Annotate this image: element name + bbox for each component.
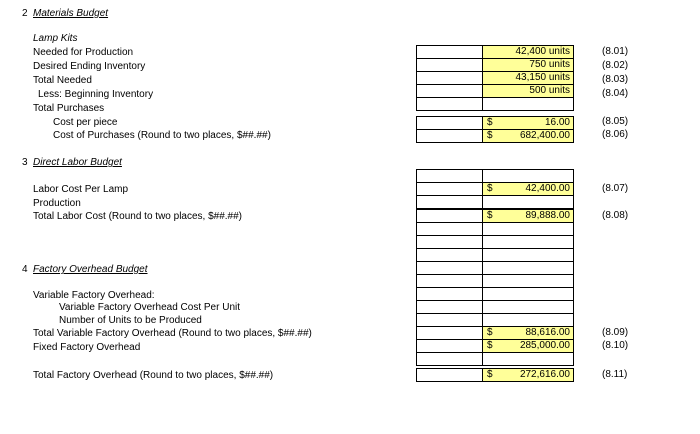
desired-ending-inventory-label: Desired Ending Inventory: [33, 61, 146, 72]
production-cell[interactable]: [482, 195, 574, 209]
grid-cell[interactable]: [482, 169, 574, 183]
grid-cell[interactable]: [416, 84, 483, 98]
currency-symbol: $: [487, 369, 493, 380]
grid-cell[interactable]: [416, 235, 483, 249]
total-needed-value: 43,150 units: [515, 72, 570, 83]
cost-per-piece-value: 16.00: [544, 117, 570, 128]
ref-code: (8.10): [602, 340, 629, 351]
cost-of-purchases-label: Cost of Purchases (Round to two places, $##.##): [53, 130, 271, 141]
grid-cell[interactable]: [416, 300, 483, 314]
labor-section-title: Direct Labor Budget: [33, 157, 122, 168]
labor-section-number: 3: [22, 157, 28, 168]
overhead-section-title: Factory Overhead Budget: [33, 264, 148, 275]
grid-cell[interactable]: [416, 352, 483, 366]
total-needed-label: Total Needed: [33, 75, 92, 86]
ref-code: (8.01): [602, 46, 629, 57]
currency-symbol: $: [487, 210, 493, 221]
ref-code: (8.03): [602, 74, 629, 85]
total-factory-overhead-cell[interactable]: [482, 368, 574, 382]
cost-per-piece-cell[interactable]: [482, 116, 574, 130]
grid-cell[interactable]: [416, 248, 483, 262]
materials-section-number: 2: [22, 8, 28, 19]
needed-for-production-cell[interactable]: [482, 45, 574, 59]
currency-symbol: $: [487, 117, 493, 128]
units-to-be-produced-label: Number of Units to be Produced: [59, 315, 202, 326]
ref-code: (8.09): [602, 327, 629, 338]
total-variable-overhead-label: Total Variable Factory Overhead (Round to two places, $##.##): [33, 328, 312, 339]
units-produced-cell[interactable]: [482, 300, 574, 314]
needed-for-production-label: Needed for Production: [33, 47, 134, 58]
total-variable-overhead-cell[interactable]: [482, 326, 574, 340]
currency-symbol: $: [487, 340, 493, 351]
total-labor-cost-cell[interactable]: [482, 209, 574, 223]
total-needed-cell[interactable]: [482, 71, 574, 85]
grid-cell[interactable]: [416, 116, 483, 130]
variable-overhead-label: Variable Factory Overhead:: [33, 290, 155, 301]
cost-of-purchases-value: 682,400.00: [519, 130, 570, 141]
variable-overhead-cost-per-unit-label: Variable Factory Overhead Cost Per Unit: [59, 302, 241, 313]
ref-code: (8.07): [602, 183, 629, 194]
grid-cell[interactable]: [416, 97, 483, 111]
grid-cell[interactable]: [416, 274, 483, 288]
grid-cell[interactable]: [416, 313, 483, 327]
beginning-inventory-label: Less: Beginning Inventory: [38, 89, 154, 100]
ref-code: (8.06): [602, 129, 629, 140]
beginning-inventory-cell[interactable]: [482, 84, 574, 98]
grid-cell[interactable]: [416, 195, 483, 209]
grid-cell[interactable]: [482, 261, 574, 275]
currency-symbol: $: [487, 183, 493, 194]
ref-code: (8.11): [602, 369, 628, 380]
cost-of-purchases-cell[interactable]: [482, 129, 574, 143]
currency-symbol: $: [487, 327, 493, 338]
total-factory-overhead-value: 272,616.00: [519, 369, 570, 380]
grid-cell[interactable]: [482, 97, 574, 111]
grid-cell[interactable]: [482, 352, 574, 366]
grid-cell[interactable]: [482, 222, 574, 236]
grid-cell[interactable]: [416, 222, 483, 236]
desired-ending-inventory-cell[interactable]: [482, 58, 574, 72]
grid-cell[interactable]: [416, 45, 483, 59]
needed-for-production-value: 42,400 units: [515, 46, 570, 57]
ref-code: (8.02): [602, 60, 629, 71]
grid-cell[interactable]: [482, 235, 574, 249]
total-factory-overhead-label: Total Factory Overhead (Round to two places, $##.##): [33, 370, 274, 381]
grid-cell[interactable]: [416, 129, 483, 143]
labor-cost-per-lamp-label: Labor Cost Per Lamp: [33, 184, 129, 195]
grid-cell[interactable]: [482, 313, 574, 327]
materials-section-title: Materials Budget: [33, 8, 109, 19]
total-variable-overhead-value: 88,616.00: [525, 327, 570, 338]
grid-cell[interactable]: [416, 326, 483, 340]
total-labor-cost-value: 89,888.00: [525, 210, 570, 221]
fixed-overhead-value: 285,000.00: [519, 340, 570, 351]
ref-code: (8.04): [602, 88, 629, 99]
grid-cell[interactable]: [416, 287, 483, 301]
grid-cell[interactable]: [416, 368, 483, 382]
grid-cell[interactable]: [482, 274, 574, 288]
grid-cell[interactable]: [416, 71, 483, 85]
beginning-inventory-value: 500 units: [529, 85, 570, 96]
lamp-kits-subheading: Lamp Kits: [33, 33, 78, 44]
grid-cell[interactable]: [416, 339, 483, 353]
desired-ending-inventory-value: 750 units: [529, 59, 570, 70]
grid-cell[interactable]: [416, 209, 483, 223]
cost-per-piece-label: Cost per piece: [53, 117, 118, 128]
production-label: Production: [33, 198, 81, 209]
ref-code: (8.08): [602, 210, 629, 221]
grid-cell[interactable]: [416, 169, 483, 183]
grid-cell[interactable]: [416, 182, 483, 196]
grid-cell[interactable]: [416, 58, 483, 72]
grid-cell[interactable]: [416, 261, 483, 275]
ref-code: (8.05): [602, 116, 629, 127]
labor-cost-per-lamp-value: 42,400.00: [525, 183, 570, 194]
total-purchases-label: Total Purchases: [33, 103, 105, 114]
variable-overhead-cost-cell[interactable]: [482, 287, 574, 301]
labor-cost-per-lamp-cell[interactable]: [482, 182, 574, 196]
grid-cell[interactable]: [482, 248, 574, 262]
currency-symbol: $: [487, 130, 493, 141]
fixed-overhead-cell[interactable]: [482, 339, 574, 353]
total-labor-cost-label: Total Labor Cost (Round to two places, $##.##): [33, 211, 243, 222]
fixed-overhead-label: Fixed Factory Overhead: [33, 342, 141, 353]
overhead-section-number: 4: [22, 264, 28, 275]
